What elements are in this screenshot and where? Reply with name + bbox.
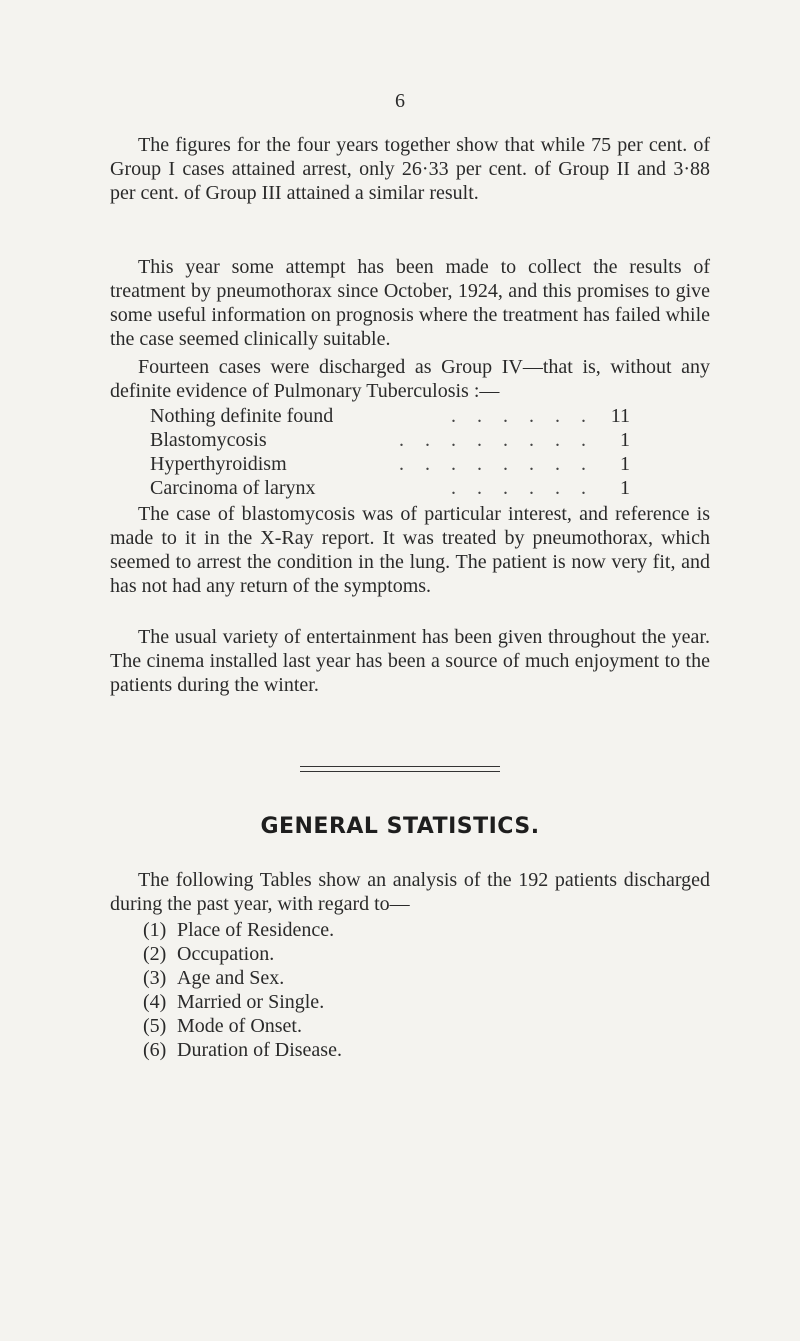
list-number: (4): [143, 991, 167, 1013]
leader-dots: . . . . . .: [451, 405, 594, 427]
list-text: Duration of Disease.: [177, 1039, 342, 1061]
page-number: 6: [395, 90, 405, 112]
list-item: [143, 942, 342, 966]
list-number: (2): [143, 943, 167, 965]
row-count: 11: [610, 405, 630, 427]
list-text: Mode of Onset.: [177, 1015, 302, 1037]
list-item: [143, 1038, 342, 1062]
paragraph-blastomycosis: The case of blastomycosis was of particular interest, and reference is made to it in the X-Ray report. It was treated by pneumothorax, which seemed to arrest the condition in the lung. The patient is now very fit, and has not had any return of the symptoms.: [110, 503, 710, 597]
list-item: [143, 990, 342, 1014]
row-label: Nothing definite found: [150, 405, 334, 427]
row-label: Hyperthyroidism: [150, 453, 287, 475]
table-row: [150, 452, 630, 476]
row-label: Blastomycosis: [150, 429, 267, 451]
list-text: Married or Single.: [177, 991, 325, 1013]
list-number: (6): [143, 1039, 167, 1061]
list-text: Place of Residence.: [177, 919, 335, 941]
list-number: (5): [143, 1015, 167, 1037]
section-heading: GENERAL STATISTICS.: [260, 814, 540, 839]
row-count: 1: [620, 453, 630, 475]
leader-dots: . . . . . . . .: [399, 453, 594, 475]
row-count: 1: [620, 429, 630, 451]
leader-dots: . . . . . .: [451, 477, 594, 499]
paragraph-group-iv: Fourteen cases were discharged as Group IV—that is, without any definite evidence of Pulmonary Tuberculosis :—: [110, 356, 710, 402]
list-item: [143, 966, 342, 990]
list-number: (1): [143, 919, 167, 941]
table-row: [150, 404, 630, 428]
table-row: [150, 428, 630, 452]
paragraph-group-results: The figures for the four years together show that while 75 per cent. of Group I cases attained arrest, only 26·33 per cent. of Group II and 3·88 per cent. of Group III attained a similar result.: [110, 134, 710, 204]
paragraph-entertainment: The usual variety of entertainment has been given throughout the year. The cinema installed last year has been a source of much enjoyment to the patients during the winter.: [110, 626, 710, 696]
group-iv-table: [150, 404, 630, 500]
paragraph-tables-intro: The following Tables show an analysis of the 192 patients discharged during the past year, with regard to—: [110, 869, 710, 915]
list-text: Occupation.: [177, 943, 275, 965]
leader-dots: . . . . . . . .: [399, 429, 594, 451]
table-row: [150, 476, 630, 500]
list-item: [143, 1014, 342, 1038]
row-label: Carcinoma of larynx: [150, 477, 316, 499]
list-text: Age and Sex.: [177, 967, 285, 989]
analysis-list: [143, 918, 342, 1062]
paragraph-pneumothorax: This year some attempt has been made to collect the results of treatment by pneumothorax since October, 1924, and this promises to give some useful information on prognosis where the treatment has failed while the case seemed clinically suitable.: [110, 256, 710, 350]
row-count: 1: [620, 477, 630, 499]
section-divider: [300, 766, 500, 772]
list-item: [143, 918, 342, 942]
list-number: (3): [143, 967, 167, 989]
